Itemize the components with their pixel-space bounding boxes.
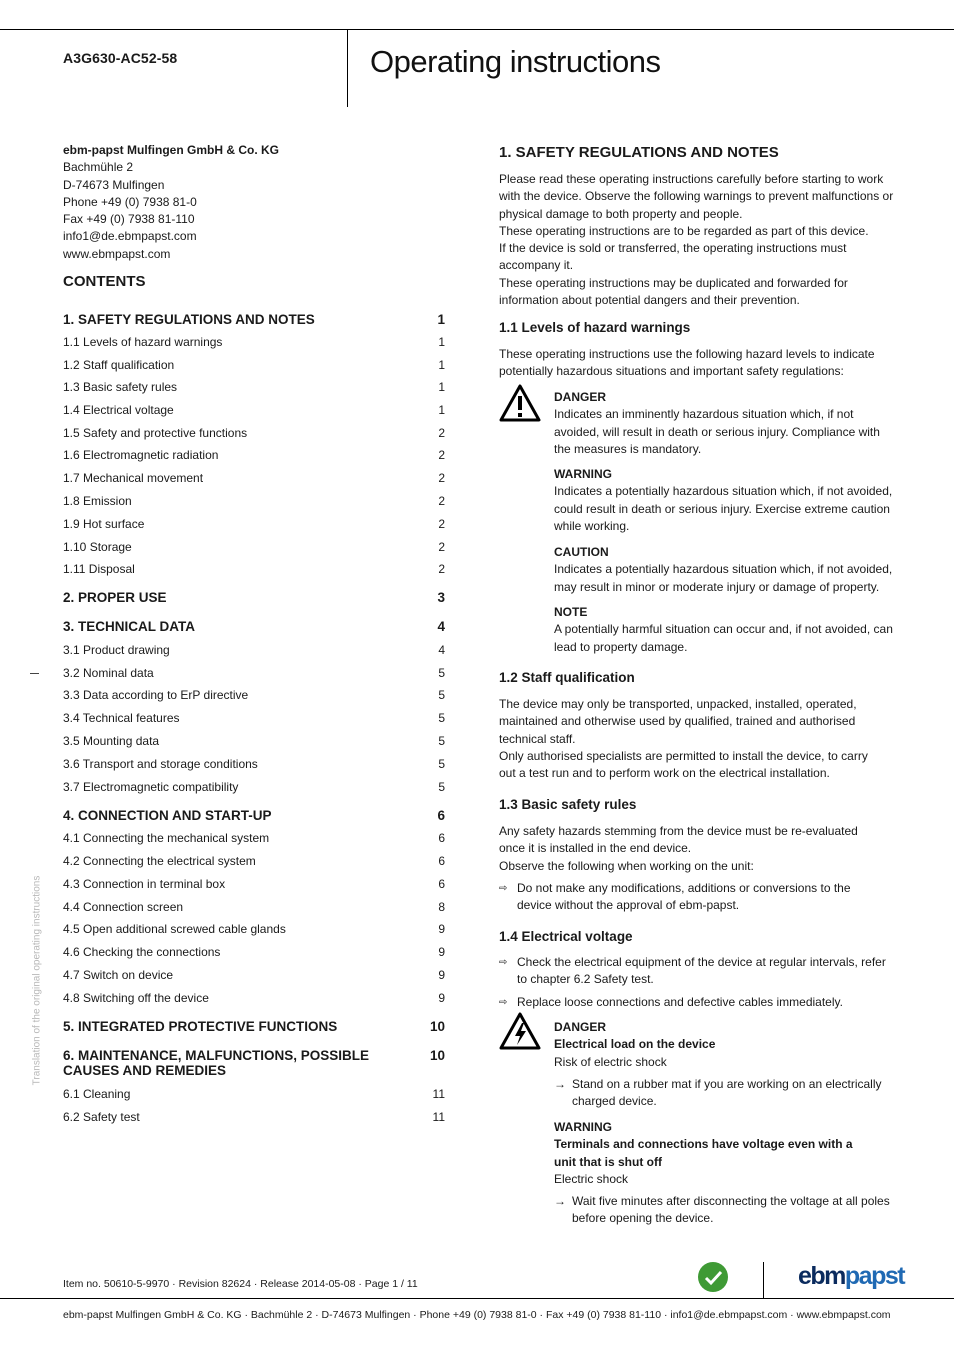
contents-heading: CONTENTS bbox=[63, 273, 146, 290]
checkmark-icon bbox=[698, 1262, 728, 1292]
address-block bbox=[63, 142, 279, 263]
toc-label: 3.7 Electromagnetic compatibility bbox=[63, 780, 239, 794]
danger-text: Indicates an imminently hazardous situation which, if not avoided, will result in death or serious injury. Compliance with the measures is mandatory. bbox=[554, 407, 880, 456]
toc-label: 4.4 Connection screen bbox=[63, 900, 184, 914]
toc-page-number: 2 bbox=[438, 471, 445, 485]
toc-page-number: 2 bbox=[438, 494, 445, 508]
note-label: NOTE bbox=[554, 605, 588, 619]
toc-page-number: 1 bbox=[438, 380, 445, 394]
toc-page-number: 5 bbox=[438, 711, 445, 725]
toc-item[interactable] bbox=[63, 643, 453, 657]
e-danger-step bbox=[554, 1076, 894, 1111]
note-text: A potentially harmful situation can occur and, if not avoided, can lead to property damage. bbox=[554, 622, 893, 654]
toc-section-heading[interactable] bbox=[63, 1019, 453, 1034]
toc-item[interactable] bbox=[63, 540, 453, 554]
right-arrow-icon: → bbox=[554, 1194, 566, 1208]
s14-bullet-1-text: Check the electrical equipment of the device at regular intervals, refer to chapter 6.2 Safety test. bbox=[517, 955, 886, 987]
toc-page-number: 6 bbox=[438, 877, 445, 891]
electric-hazard-icon bbox=[499, 1012, 541, 1050]
web-link[interactable]: www.ebmpapst.com bbox=[63, 246, 171, 261]
toc-label: 3.6 Transport and storage conditions bbox=[63, 757, 258, 771]
toc-page-number: 9 bbox=[438, 945, 445, 959]
s14-bullet-2-text: Replace loose connections and defective cables immediately. bbox=[517, 995, 843, 1009]
email-link[interactable]: info1@de.ebmpapst.com bbox=[63, 229, 197, 244]
toc-label: 6. MAINTENANCE, MALFUNCTIONS, POSSIBLE CAUSES AND REMEDIES bbox=[63, 1048, 370, 1078]
toc-page-number: 9 bbox=[438, 968, 445, 982]
toc-item[interactable] bbox=[63, 517, 453, 531]
toc-label: 1.9 Hot surface bbox=[63, 517, 145, 531]
toc-page-number: 1 bbox=[438, 358, 445, 372]
toc-label: 4.1 Connecting the mechanical system bbox=[63, 831, 270, 845]
page-title: Operating instructions bbox=[370, 44, 661, 79]
toc-page-number: 2 bbox=[438, 540, 445, 554]
item-info: Item no. 50610-5-9970 · Revision 82624 · Release 2014-05-08 · Page 1 / 11 bbox=[63, 1278, 418, 1290]
toc-section-heading[interactable] bbox=[63, 808, 453, 823]
toc-label: 2. PROPER USE bbox=[63, 590, 167, 605]
model-number: A3G630-AC52-58 bbox=[63, 50, 178, 66]
toc-item[interactable] bbox=[63, 734, 453, 748]
e-warning-step bbox=[554, 1193, 894, 1228]
toc-label: 1.4 Electrical voltage bbox=[63, 403, 174, 417]
toc-page-number: 11 bbox=[432, 1110, 445, 1124]
toc-label: 1.10 Storage bbox=[63, 540, 132, 554]
toc-item[interactable] bbox=[63, 494, 453, 508]
logo-part-papst: papst bbox=[844, 1262, 905, 1290]
header-divider bbox=[347, 29, 348, 107]
top-rule bbox=[0, 29, 954, 30]
toc-label: 4. CONNECTION AND START-UP bbox=[63, 808, 272, 823]
toc-label: 1.3 Basic safety rules bbox=[63, 380, 178, 394]
toc-item[interactable] bbox=[63, 780, 453, 794]
right-arrow-icon: → bbox=[554, 1077, 566, 1091]
caution-text: Indicates a potentially hazardous situation which, if not avoided, may result in minor or moderate injury or damage of property. bbox=[554, 562, 893, 594]
toc-page-number: 10 bbox=[429, 1048, 445, 1063]
section1-intro: Please read these operating instructions carefully before starting to work with the device. Observe the following warnings to prevent malfunctions or physical damage to both property and people. These operating instructions are to be regarded as part of this device. If the device is sold or transferred, the operating instructions must accompany it. These operating instructions may be duplicated and forwarded for information about potential dangers and their prevention. bbox=[499, 172, 894, 308]
s14-heading: 1.4 Electrical voltage bbox=[499, 929, 633, 944]
caution-note bbox=[554, 544, 894, 596]
fax: Fax +49 (0) 7938 81-110 bbox=[63, 212, 195, 227]
e-warning-text: Electric shock bbox=[554, 1171, 629, 1186]
toc-label: 1.5 Safety and protective functions bbox=[63, 426, 248, 440]
toc-item[interactable] bbox=[63, 335, 453, 349]
toc-page-number: 1 bbox=[438, 335, 445, 349]
toc-page-number: 2 bbox=[438, 448, 445, 462]
e-danger-sub: Electrical load on the device bbox=[554, 1037, 716, 1052]
toc-label: 1.8 Emission bbox=[63, 494, 132, 508]
toc-item[interactable] bbox=[63, 968, 453, 982]
toc-item[interactable] bbox=[63, 358, 453, 372]
toc-page-number: 2 bbox=[438, 517, 445, 531]
toc-label: 1.2 Staff qualification bbox=[63, 358, 175, 372]
toc-item[interactable] bbox=[63, 991, 453, 1005]
toc-label: 1.11 Disposal bbox=[63, 562, 135, 576]
greentech-logo bbox=[698, 1262, 728, 1292]
section1-heading: 1. SAFETY REGULATIONS AND NOTES bbox=[499, 144, 779, 161]
toc-item[interactable] bbox=[63, 380, 453, 394]
toc-item[interactable] bbox=[63, 1087, 453, 1101]
toc-label: 4.6 Checking the connections bbox=[63, 945, 221, 959]
s13-bullet-text: Do not make any modifications, additions or conversions to the device without the approval of ebm-papst. bbox=[517, 881, 851, 913]
s14-bullet-2 bbox=[499, 994, 894, 1011]
footer-contact: ebm-papst Mulfingen GmbH & Co. KG · Bachmühle 2 · D-74673 Mulfingen · Phone +49 (0) 7938 81-0 · Fax +49 (0) 7938 81-110 · info1@de.ebmpapst.com · www.ebmpapst.com bbox=[63, 1309, 891, 1321]
bullet-arrow-icon: ⇨ bbox=[499, 883, 508, 894]
toc-page-number: 5 bbox=[438, 734, 445, 748]
toc-page-number: 2 bbox=[438, 562, 445, 576]
danger-label: DANGER bbox=[554, 390, 607, 404]
bottom-rule bbox=[0, 1298, 954, 1299]
toc-label: 1.1 Levels of hazard warnings bbox=[63, 335, 223, 349]
warning-text: Indicates a potentially hazardous situation which, if not avoided, could result in death or serious injury. Exercise extreme caution while working. bbox=[554, 484, 893, 533]
toc-item[interactable] bbox=[63, 448, 453, 462]
toc-item[interactable] bbox=[63, 757, 453, 771]
danger-note bbox=[554, 389, 894, 458]
toc-page-number: 6 bbox=[438, 831, 445, 845]
toc-item[interactable] bbox=[63, 945, 453, 959]
warning-label: WARNING bbox=[554, 467, 612, 481]
toc-label: 3.3 Data according to ErP directive bbox=[63, 688, 249, 702]
toc-label: 6.2 Safety test bbox=[63, 1110, 140, 1124]
toc-page-number: 10 bbox=[429, 1019, 445, 1034]
toc-page-number: 6 bbox=[437, 808, 445, 823]
toc-label: 1. SAFETY REGULATIONS AND NOTES bbox=[63, 312, 315, 327]
e-danger-step-text: Stand on a rubber mat if you are working on an electrically charged device. bbox=[572, 1077, 882, 1109]
toc-page-number: 4 bbox=[438, 643, 445, 657]
toc-page-number: 9 bbox=[438, 991, 445, 1005]
toc-item[interactable] bbox=[63, 562, 453, 576]
company-name: ebm-papst Mulfingen GmbH & Co. KG bbox=[63, 143, 279, 157]
phone: Phone +49 (0) 7938 81-0 bbox=[63, 194, 197, 209]
toc-label: 3.2 Nominal data bbox=[63, 666, 154, 680]
warning-triangle-icon bbox=[499, 384, 541, 422]
warning-note bbox=[554, 466, 894, 535]
note-note bbox=[554, 604, 894, 656]
s12-text: The device may only be transported, unpacked, installed, operated, maintained and otherwise used by qualified, trained and authorised technical staff. Only authorised specialists are permitted to install the device, to carry out a test run and to perform work on the electrical installation. bbox=[499, 697, 868, 781]
toc-label: 3.5 Mounting data bbox=[63, 734, 160, 748]
toc-section-heading[interactable] bbox=[63, 312, 453, 327]
toc-label: 4.2 Connecting the electrical system bbox=[63, 854, 256, 868]
s11-text: These operating instructions use the following hazard levels to indicate potentially hazardous situations and important safety regulations: bbox=[499, 347, 875, 379]
caution-label: CAUTION bbox=[554, 545, 609, 559]
footer-divider bbox=[763, 1262, 764, 1298]
s13-bullet bbox=[499, 880, 894, 915]
toc-label: 3.4 Technical features bbox=[63, 711, 180, 725]
toc-page-number: 6 bbox=[438, 854, 445, 868]
side-note: Translation of the original operating instructions bbox=[31, 875, 43, 1086]
toc-label: 4.7 Switch on device bbox=[63, 968, 174, 982]
toc-section-heading[interactable] bbox=[63, 619, 453, 634]
toc-page-number: 11 bbox=[432, 1087, 445, 1101]
city: D-74673 Mulfingen bbox=[63, 177, 165, 192]
toc-item[interactable] bbox=[63, 877, 453, 891]
toc-item[interactable] bbox=[63, 403, 453, 417]
e-danger-text: Risk of electric shock bbox=[554, 1054, 667, 1069]
toc-label: 5. INTEGRATED PROTECTIVE FUNCTIONS bbox=[63, 1019, 338, 1034]
street: Bachmühle 2 bbox=[63, 160, 134, 175]
toc-item[interactable] bbox=[63, 1110, 453, 1124]
toc-label: 3.1 Product drawing bbox=[63, 643, 170, 657]
bullet-arrow-icon: ⇨ bbox=[499, 957, 508, 968]
toc-item[interactable] bbox=[63, 854, 453, 868]
electric-warning-note bbox=[554, 1119, 894, 1188]
e-warning-step-text: Wait five minutes after disconnecting the voltage at all poles before opening the device. bbox=[572, 1194, 890, 1226]
toc-item[interactable] bbox=[63, 426, 453, 440]
s13-heading: 1.3 Basic safety rules bbox=[499, 797, 637, 812]
toc-label: 4.8 Switching off the device bbox=[63, 991, 209, 1005]
toc-page-number: 9 bbox=[438, 922, 445, 936]
bullet-arrow-icon: ⇨ bbox=[499, 997, 508, 1008]
toc-item[interactable] bbox=[63, 688, 453, 702]
toc-page-number: 1 bbox=[438, 403, 445, 417]
s14-bullet-1 bbox=[499, 954, 894, 989]
toc-item[interactable] bbox=[63, 900, 453, 914]
toc-label: 1.6 Electromagnetic radiation bbox=[63, 448, 219, 462]
toc-section-heading[interactable] bbox=[63, 590, 453, 605]
toc-page-number: 5 bbox=[438, 666, 445, 680]
s13-text: Any safety hazards stemming from the device must be re-evaluated once it is installed in the end device. Observe the following when working on the unit: bbox=[499, 824, 858, 873]
toc-page-number: 1 bbox=[437, 312, 445, 327]
toc-item[interactable] bbox=[63, 471, 453, 485]
company-logo bbox=[798, 1262, 904, 1291]
s12-heading: 1.2 Staff qualification bbox=[499, 670, 635, 685]
toc-label: 4.5 Open additional screwed cable glands bbox=[63, 922, 286, 936]
toc-item[interactable] bbox=[63, 831, 453, 845]
toc-page-number: 5 bbox=[438, 780, 445, 794]
toc-label: 1.7 Mechanical movement bbox=[63, 471, 204, 485]
toc-label: 6.1 Cleaning bbox=[63, 1087, 131, 1101]
toc-label: 3. TECHNICAL DATA bbox=[63, 619, 196, 634]
s11-heading: 1.1 Levels of hazard warnings bbox=[499, 320, 691, 335]
e-warning-sub: Terminals and connections have voltage even with a unit that is shut off bbox=[554, 1137, 853, 1169]
toc-page-number: 3 bbox=[437, 590, 445, 605]
fold-mark bbox=[30, 673, 39, 674]
toc-item[interactable] bbox=[63, 922, 453, 936]
toc-page-number: 5 bbox=[438, 688, 445, 702]
toc-item[interactable] bbox=[63, 666, 453, 680]
e-danger-label: DANGER bbox=[554, 1020, 607, 1034]
toc-page-number: 2 bbox=[438, 426, 445, 440]
toc-section-heading[interactable] bbox=[63, 1048, 453, 1078]
toc-page-number: 5 bbox=[438, 757, 445, 771]
e-warning-label: WARNING bbox=[554, 1120, 612, 1134]
toc-page-number: 4 bbox=[437, 619, 445, 634]
toc-label: 4.3 Connection in terminal box bbox=[63, 877, 226, 891]
toc-item[interactable] bbox=[63, 711, 453, 725]
logo-part-ebm: ebm bbox=[798, 1262, 845, 1290]
toc-page-number: 8 bbox=[438, 900, 445, 914]
electric-danger-note bbox=[554, 1019, 894, 1071]
